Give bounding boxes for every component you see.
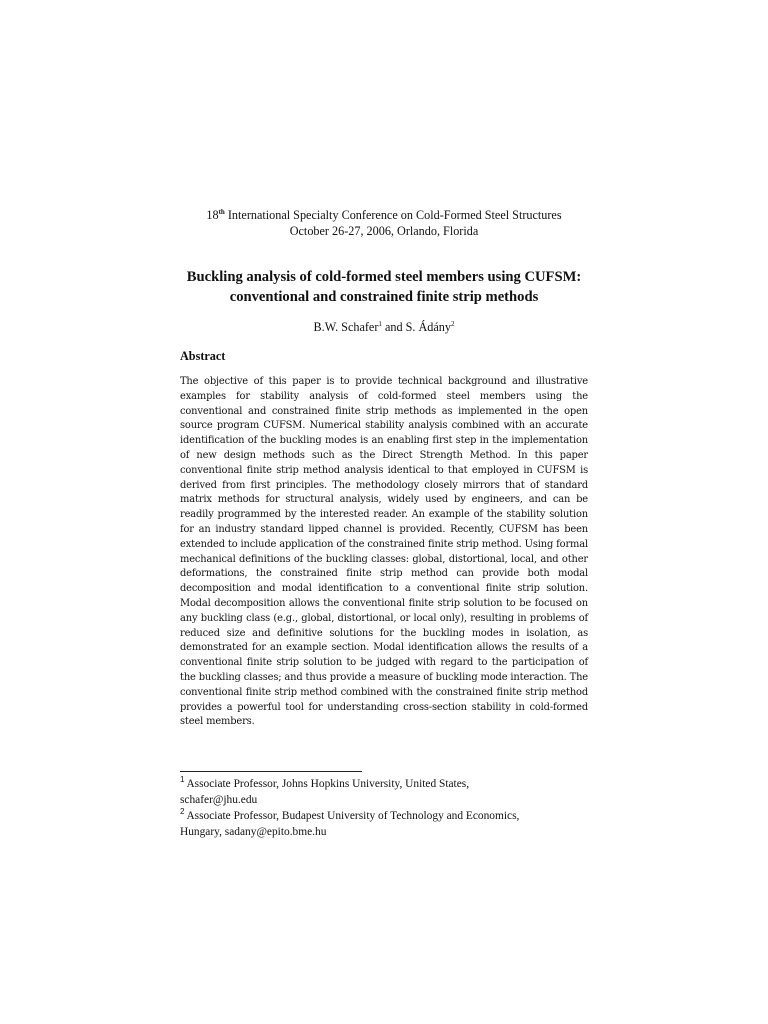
author-2-footnote-mark: 2 bbox=[450, 320, 455, 328]
footnote-1-line-1: Associate Professor, Johns Hopkins University, United States, bbox=[186, 778, 470, 790]
footnote-2-line-2: Hungary, sadany@epito.bme.hu bbox=[180, 826, 327, 838]
author-1-name: B.W. Schafer bbox=[313, 320, 379, 334]
footnote-2 bbox=[180, 808, 600, 824]
paper-title-line-1: Buckling analysis of cold-formed steel members using CUFSM: bbox=[186, 269, 582, 285]
abstract-heading: Abstract bbox=[180, 349, 226, 363]
footnote-1 bbox=[180, 776, 600, 792]
footnote-1-email-line: schafer@jhu.edu bbox=[180, 794, 258, 806]
conference-ordinal-suffix: th bbox=[218, 208, 225, 216]
footnote-2-mark: 2 bbox=[180, 807, 185, 816]
paper-title bbox=[0, 267, 768, 307]
author-1-footnote-mark: 1 bbox=[378, 320, 382, 328]
conference-header bbox=[0, 207, 768, 239]
conference-date-location: October 26-27, 2006, Orlando, Florida bbox=[289, 224, 479, 238]
conference-name: International Specialty Conference on Cold-Formed Steel Structures bbox=[227, 208, 562, 222]
footnotes bbox=[180, 776, 600, 840]
footnote-divider bbox=[180, 771, 362, 772]
author-line bbox=[0, 319, 768, 335]
conference-ordinal-number: 18 bbox=[206, 208, 219, 222]
author-2-name: S. Ádány bbox=[405, 320, 451, 334]
footnote-1-mark: 1 bbox=[180, 775, 185, 784]
footnote-2-line-1: Associate Professor, Budapest University of Technology and Economics, bbox=[186, 810, 520, 822]
author-conjunction: and bbox=[384, 320, 403, 334]
conference-name-line bbox=[0, 207, 768, 223]
abstract-body: The objective of this paper is to provide technical background and illustrative examples for stability analysis of cold-formed steel members using the conventional and constrained finite strip methods as implemented in the open source program CUFSM. Numerical stability analysis combined with an accurate identification of the buckling modes is an enabling first step in the implementation of new design methods such as the Direct Strength Method. In this paper conventional finite strip method analysis identical to that employed in CUFSM is derived from first principles. The methodology closely mirrors that of standard matrix methods for structural analysis, widely used by engineers, and can be readily programmed by the interested reader. An example of the stability solution for an industry standard lipped channel is provided. Recently, CUFSM has been extended to include application of the constrained finite strip method. Using formal mechanical definitions of the buckling classes: global, distortional, local, and other deformations, the constrained finite strip method can provide both modal decomposition and modal identification to a conventional finite strip solution. Modal decomposition allows the conventional finite strip solution to be focused on any buckling class (e.g., global, distortional, or local only), resulting in problems of reduced size and definitive solutions for the buckling modes in isolation, as demonstrated for an example section. Modal identification allows the results of a conventional finite strip solution to be judged with regard to the participation of the buckling classes; and thus provide a measure of buckling mode interaction. The conventional finite strip method combined with the constrained finite strip method provides a powerful tool for understanding cross-section stability in cold-formed steel members. bbox=[180, 376, 588, 728]
paper-title-line-2: conventional and constrained finite strip methods bbox=[229, 289, 539, 305]
